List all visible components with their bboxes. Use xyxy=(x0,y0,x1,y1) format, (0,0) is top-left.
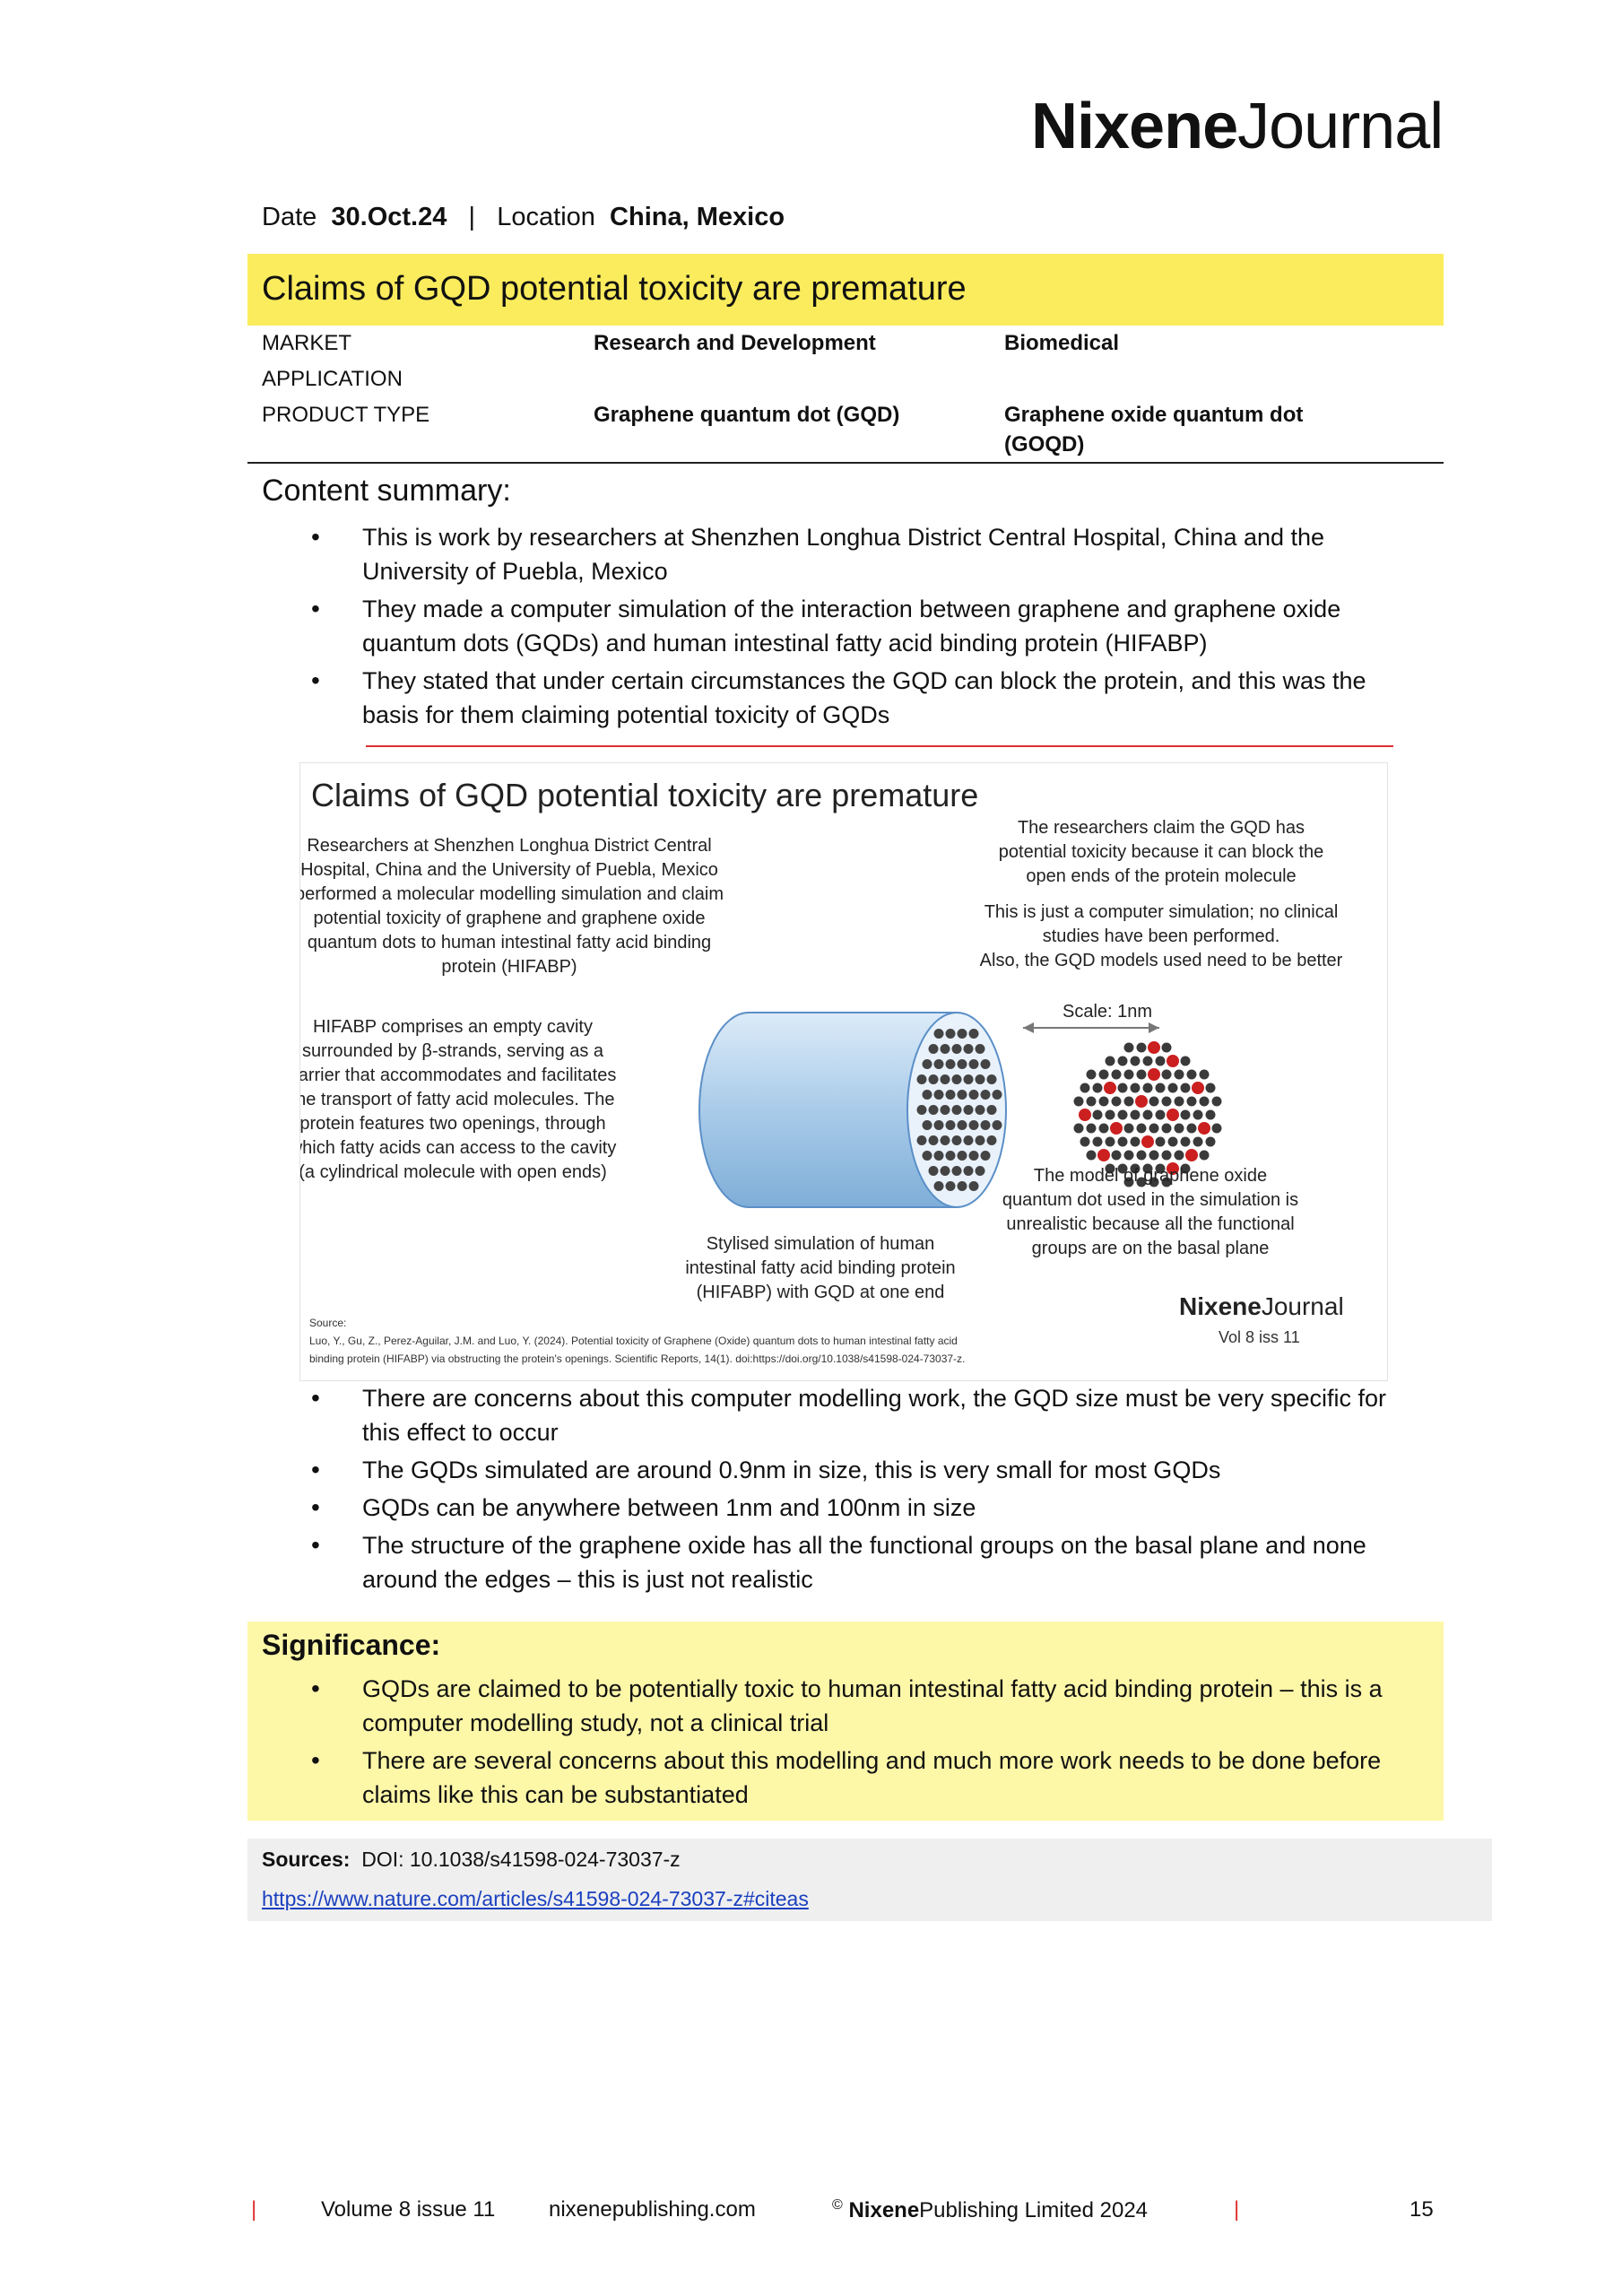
red-divider xyxy=(366,745,1393,747)
carbon-atom xyxy=(1093,1137,1103,1147)
hifabp-text-line: protein features two openings, through xyxy=(300,1114,606,1134)
oxygen-atom xyxy=(1079,1109,1091,1121)
gqd-atom xyxy=(934,1181,944,1191)
infographic-figure xyxy=(299,762,1388,1381)
date-location-line xyxy=(262,203,785,232)
summary-bullet-2: • They made a computer simulation of the interaction between graphene and graphene oxide quantum dots (GQDs) and human intestinal fatty acid binding protein (HIFABP) xyxy=(262,592,1427,660)
caption-text-line: intestinal fatty acid binding protein xyxy=(685,1258,956,1278)
scale-arrow-head-right xyxy=(1149,1022,1159,1033)
carbon-atom xyxy=(1200,1151,1210,1161)
left-text-line: Hospital, China and the University of Puebla, Mexico xyxy=(300,860,718,880)
carbon-atom xyxy=(1137,1070,1147,1080)
gqd-atom xyxy=(946,1029,956,1039)
scale-label: Scale: 1nm xyxy=(1063,1002,1153,1022)
gqd-atom xyxy=(941,1074,950,1084)
left-text-line: protein (HIFABP) xyxy=(441,957,577,977)
separator: | xyxy=(468,203,476,231)
product-type-value-2a: Graphene oxide quantum dot xyxy=(1004,403,1304,427)
gqd-atom xyxy=(964,1166,974,1176)
carbon-atom xyxy=(1143,1110,1153,1120)
carbon-atom xyxy=(1162,1151,1172,1161)
gqd-atom xyxy=(952,1074,962,1084)
carbon-atom xyxy=(1118,1057,1128,1066)
carbon-atom xyxy=(1181,1110,1191,1120)
carbon-atom xyxy=(1193,1137,1203,1147)
gqd-atom xyxy=(964,1105,974,1115)
gqd-atom xyxy=(923,1090,932,1100)
figure-model-text xyxy=(1002,1166,1298,1258)
carbon-atom xyxy=(1149,1097,1159,1107)
hifabp-text-line: which fatty acids can access to the cavity xyxy=(300,1138,617,1158)
copyright-symbol: © xyxy=(832,2197,843,2213)
gqd-atom xyxy=(952,1105,962,1115)
carbon-atom xyxy=(1074,1124,1084,1134)
hifabp-text-line: HIFABP comprises an empty cavity xyxy=(313,1017,593,1037)
carbon-atom xyxy=(1156,1137,1166,1147)
gqd-atom xyxy=(969,1151,979,1161)
carbon-atom xyxy=(1080,1083,1090,1093)
gqd-atom xyxy=(929,1135,939,1145)
gqd-atom xyxy=(958,1059,967,1069)
caption-text-line: (HIFABP) with GQD at one end xyxy=(696,1283,945,1302)
gqd-atom xyxy=(981,1120,991,1130)
model-text-line: quantum dot used in the simulation is xyxy=(1002,1190,1299,1210)
page-number: 15 xyxy=(1409,2197,1434,2222)
carbon-atom xyxy=(1131,1110,1141,1120)
oxygen-atom xyxy=(1104,1082,1116,1094)
gqd-atom xyxy=(952,1166,962,1176)
carbon-atom xyxy=(1206,1083,1216,1093)
significance-heading: Significance: xyxy=(262,1629,441,1661)
product-type-value-1: Graphene quantum dot (GQD) xyxy=(594,403,900,427)
infographic-svg xyxy=(300,763,1387,1380)
figure-hifabp-text xyxy=(300,1017,616,1182)
carbon-atom xyxy=(1087,1070,1097,1080)
carbon-atom xyxy=(1206,1137,1216,1147)
gqd-atom xyxy=(976,1044,985,1054)
carbon-atom xyxy=(1106,1110,1115,1120)
carbon-atom xyxy=(1118,1083,1128,1093)
article-title-bar xyxy=(247,254,1444,326)
carbon-atom xyxy=(1149,1151,1159,1161)
gqd-atom xyxy=(987,1135,997,1145)
carbon-atom xyxy=(1175,1124,1184,1134)
carbon-atom xyxy=(1074,1097,1084,1107)
carbon-atom xyxy=(1093,1110,1103,1120)
model-text-line: groups are on the basal plane xyxy=(1031,1239,1270,1258)
carbon-atom xyxy=(1124,1043,1134,1053)
carbon-atom xyxy=(1206,1110,1216,1120)
carbon-atom xyxy=(1212,1124,1222,1134)
carbon-atom xyxy=(1143,1083,1153,1093)
carbon-atom xyxy=(1156,1057,1166,1066)
scale-arrow-head-left xyxy=(1023,1022,1034,1033)
carbon-atom xyxy=(1118,1110,1128,1120)
article-title: Claims of GQD potential toxicity are premature xyxy=(262,270,967,308)
footer-publisher-bold: Nixene xyxy=(848,2198,920,2222)
carbon-atom xyxy=(1149,1124,1159,1134)
gqd-atom xyxy=(952,1044,962,1054)
carbon-atom xyxy=(1175,1070,1184,1080)
carbon-atom xyxy=(1112,1151,1122,1161)
gqd-atom xyxy=(917,1135,927,1145)
right-text2-line: studies have been performed. xyxy=(1042,926,1280,946)
summary-heading: Content summary: xyxy=(262,474,511,508)
carbon-atom xyxy=(1162,1070,1172,1080)
figure-title: Claims of GQD potential toxicity are premature xyxy=(311,777,979,813)
sources-box xyxy=(247,1839,1492,1921)
market-label: MARKET xyxy=(262,331,352,355)
carbon-atom xyxy=(1143,1057,1153,1066)
footer-bar-left: | xyxy=(251,2197,257,2222)
gqd-atom xyxy=(976,1105,985,1115)
gqd-atom xyxy=(969,1120,979,1130)
hifabp-text-line: carrier that accommodates and facilitates xyxy=(300,1065,617,1085)
summary-bullet-3: • They stated that under certain circumstances the GQD can block the protein, and this was the basis for them claiming potential toxicity of GQDs xyxy=(262,664,1427,732)
gqd-atom xyxy=(946,1090,956,1100)
carbon-atom xyxy=(1080,1137,1090,1147)
gqd-atom xyxy=(976,1135,985,1145)
gqd-atom xyxy=(929,1105,939,1115)
carbon-atom xyxy=(1193,1110,1203,1120)
gqd-atom xyxy=(946,1151,956,1161)
significance-bullet-2: • There are several concerns about this modelling and much more work needs to be done before claims like this can be substantiated xyxy=(262,1744,1427,1812)
gqd-atom xyxy=(993,1090,1002,1100)
carbon-atom xyxy=(1137,1151,1147,1161)
carbon-atom xyxy=(1112,1097,1122,1107)
carbon-atom xyxy=(1162,1043,1172,1053)
date-label: Date xyxy=(262,203,317,231)
caption-text-line: Stylised simulation of human xyxy=(706,1234,935,1254)
model-text-line: unrealistic because all the functional xyxy=(1006,1214,1295,1234)
oxygen-atom xyxy=(1135,1095,1148,1108)
oxygen-atom xyxy=(1148,1041,1160,1054)
hifabp-text-line: (a cylindrical molecule with open ends) xyxy=(300,1162,607,1182)
gqd-atom xyxy=(923,1151,932,1161)
gqd-atom xyxy=(993,1120,1002,1130)
figure-logo-regular: Journal xyxy=(1261,1292,1344,1320)
gqd-atom xyxy=(941,1166,950,1176)
gqd-atom xyxy=(958,1120,967,1130)
significance-box xyxy=(247,1622,1444,1821)
gqd-atom xyxy=(981,1090,991,1100)
gqd-atom xyxy=(976,1166,985,1176)
figure-source xyxy=(309,1317,965,1365)
carbon-atom xyxy=(1131,1057,1141,1066)
product-type-label: PRODUCT TYPE xyxy=(262,403,430,427)
concern-bullet-1: • There are concerns about this computer modelling work, the GQD size must be very specific for this effect to occur xyxy=(262,1381,1427,1449)
gqd-atom xyxy=(934,1120,944,1130)
application-label: APPLICATION xyxy=(262,367,403,391)
carbon-atom xyxy=(1200,1070,1210,1080)
carbon-atom xyxy=(1106,1137,1115,1147)
carbon-atom xyxy=(1162,1097,1172,1107)
carbon-atom xyxy=(1118,1137,1128,1147)
left-text-line: Researchers at Shenzhen Longhua District Central xyxy=(307,836,712,856)
carbon-atom xyxy=(1099,1124,1109,1134)
location-value: China, Mexico xyxy=(610,203,785,231)
significance-list xyxy=(262,1672,1427,1815)
gqd-atom xyxy=(929,1074,939,1084)
gqd-atom xyxy=(934,1029,944,1039)
gqd-atom xyxy=(964,1074,974,1084)
gqd-atom xyxy=(941,1135,950,1145)
carbon-atom xyxy=(1124,1151,1134,1161)
oxygen-atom xyxy=(1198,1122,1210,1135)
carbon-atom xyxy=(1131,1137,1141,1147)
gqd-atom xyxy=(987,1105,997,1115)
carbon-atom xyxy=(1156,1110,1166,1120)
figure-source-line1: Luo, Y., Gu, Z., Perez-Aguilar, J.M. and Luo, Y. (2024). Potential toxicity of Graphene (Oxide) quantum dots to human intestinal fatty acid xyxy=(309,1335,958,1347)
carbon-atom xyxy=(1187,1124,1197,1134)
carbon-atom xyxy=(1168,1137,1178,1147)
carbon-atom xyxy=(1187,1097,1197,1107)
right-text-line: open ends of the protein molecule xyxy=(1026,866,1297,886)
gqd-atom xyxy=(958,1151,967,1161)
gqd-atom xyxy=(981,1059,991,1069)
carbon-atom xyxy=(1181,1137,1191,1147)
gqd-atom xyxy=(923,1059,932,1069)
right-text-line: potential toxicity because it can block the xyxy=(998,842,1324,862)
carbon-atom xyxy=(1200,1097,1210,1107)
figure-source-label: Source: xyxy=(309,1317,347,1329)
carbon-atom xyxy=(1168,1083,1178,1093)
gqd-atom xyxy=(964,1135,974,1145)
gqd-atom xyxy=(981,1151,991,1161)
gqd-atom xyxy=(952,1135,962,1145)
figure-left-text xyxy=(300,836,724,977)
oxygen-atom xyxy=(1192,1082,1204,1094)
gqd-atom xyxy=(964,1044,974,1054)
concerns-list xyxy=(262,1381,1427,1600)
footer-publisher-rest: Publishing Limited 2024 xyxy=(919,2198,1149,2222)
gqd-atom xyxy=(969,1059,979,1069)
gqd-atom xyxy=(917,1074,927,1084)
footer-site: nixenepublishing.com xyxy=(549,2197,756,2222)
gqd-atom xyxy=(934,1090,944,1100)
carbon-atom xyxy=(1162,1124,1172,1134)
carbon-atom xyxy=(1087,1097,1097,1107)
carbon-atom xyxy=(1175,1097,1184,1107)
journal-logo xyxy=(1031,91,1444,162)
oxygen-atom xyxy=(1185,1149,1198,1161)
gqd-atom xyxy=(969,1090,979,1100)
carbon-atom xyxy=(1112,1070,1122,1080)
gqd-atom xyxy=(929,1166,939,1176)
hifabp-text-line: the transport of fatty acid molecules. The xyxy=(300,1090,615,1109)
figure-issue: Vol 8 iss 11 xyxy=(1219,1328,1300,1346)
figure-source-line2: binding protein (HIFABP) via obstructing the protein's openings. Scientific Reports, 14(1). doi:https://doi.org/10.1038/s41598-024-73037-z. xyxy=(309,1352,966,1365)
left-text-line: potential toxicity of graphene and graphene oxide xyxy=(313,909,706,928)
gqd-atom xyxy=(958,1181,967,1191)
market-value-2: Biomedical xyxy=(1004,331,1120,355)
carbon-atom xyxy=(1124,1070,1134,1080)
gqd-atom xyxy=(946,1181,956,1191)
gqd-atom xyxy=(934,1151,944,1161)
footer-copyright xyxy=(832,2197,1148,2223)
gqd-atom xyxy=(929,1044,939,1054)
left-text-line: performed a molecular modelling simulation and claim xyxy=(300,884,724,904)
carbon-atom xyxy=(1087,1151,1097,1161)
sources-line xyxy=(262,1848,681,1872)
model-text-line: The model of graphene oxide xyxy=(1033,1166,1268,1186)
summary-list xyxy=(262,520,1427,735)
logo-regular: Journal xyxy=(1237,91,1444,162)
gqd-atom xyxy=(941,1044,950,1054)
gqd-atom xyxy=(976,1074,985,1084)
sources-doi: DOI: 10.1038/s41598-024-73037-z xyxy=(361,1848,681,1871)
figure-logo xyxy=(1179,1292,1344,1320)
carbon-atom xyxy=(1106,1057,1115,1066)
carbon-atom xyxy=(1099,1097,1109,1107)
carbon-atom xyxy=(1099,1070,1109,1080)
right-text-line: The researchers claim the GQD has xyxy=(1017,818,1305,838)
concern-bullet-3: • GQDs can be anywhere between 1nm and 100nm in size xyxy=(262,1491,1427,1525)
oxygen-atom xyxy=(1097,1149,1110,1161)
hifabp-text-line: surrounded by β-strands, serving as a xyxy=(301,1041,604,1061)
gqd-atom xyxy=(969,1029,979,1039)
gqd-atom xyxy=(941,1105,950,1115)
sources-link[interactable]: https://www.nature.com/articles/s41598-024-73037-z#citeas xyxy=(262,1887,809,1910)
figure-right-text xyxy=(980,818,1343,970)
sources-label: Sources: xyxy=(262,1848,351,1871)
right-text2-line: This is just a computer simulation; no clinical xyxy=(984,902,1339,922)
carbon-atom xyxy=(1156,1083,1166,1093)
carbon-atom xyxy=(1131,1083,1141,1093)
gqd-atom xyxy=(958,1090,967,1100)
concern-bullet-4: • The structure of the graphene oxide has all the functional groups on the basal plane and none around the edges – this is just not realistic xyxy=(262,1528,1427,1596)
gqd-atom xyxy=(969,1181,979,1191)
table-divider xyxy=(247,462,1444,464)
right-text2-line: Also, the GQD models used need to be better xyxy=(979,951,1343,970)
oxygen-atom xyxy=(1141,1135,1154,1148)
logo-bold: Nixene xyxy=(1031,91,1238,162)
date-value: 30.Oct.24 xyxy=(331,203,447,231)
carbon-atom xyxy=(1187,1070,1197,1080)
oxygen-atom xyxy=(1110,1122,1123,1135)
carbon-atom xyxy=(1124,1124,1134,1134)
figure-logo-bold: Nixene xyxy=(1179,1292,1262,1320)
carbon-atom xyxy=(1181,1083,1191,1093)
left-text-line: quantum dots to human intestinal fatty acid binding xyxy=(307,933,712,952)
concern-bullet-2: • The GQDs simulated are around 0.9nm in size, this is very small for most GQDs xyxy=(262,1453,1427,1487)
oxygen-atom xyxy=(1167,1055,1179,1067)
market-value-1: Research and Development xyxy=(594,331,876,355)
gqd-atom xyxy=(946,1120,956,1130)
gqd-atom xyxy=(987,1074,997,1084)
carbon-atom xyxy=(1137,1124,1147,1134)
gqd-atom xyxy=(917,1105,927,1115)
gqd-atom xyxy=(923,1120,932,1130)
carbon-atom xyxy=(1181,1057,1191,1066)
product-type-value-2b: (GOQD) xyxy=(1004,432,1085,457)
gqd-atom xyxy=(934,1059,944,1069)
footer-volume: Volume 8 issue 11 xyxy=(321,2197,496,2222)
carbon-atom xyxy=(1212,1097,1222,1107)
carbon-atom xyxy=(1093,1083,1103,1093)
carbon-atom xyxy=(1137,1043,1147,1053)
oxygen-atom xyxy=(1167,1109,1179,1121)
figure-caption-text xyxy=(685,1234,955,1302)
carbon-atom xyxy=(1175,1151,1184,1161)
oxygen-atom xyxy=(1148,1068,1160,1081)
location-label: Location xyxy=(497,203,595,231)
carbon-atom xyxy=(1124,1097,1134,1107)
significance-bullet-1: • GQDs are claimed to be potentially toxic to human intestinal fatty acid binding protein – this is a computer modelling study, not a clinical trial xyxy=(262,1672,1427,1740)
gqd-atom xyxy=(958,1029,967,1039)
carbon-atom xyxy=(1087,1124,1097,1134)
summary-bullet-1: • This is work by researchers at Shenzhen Longhua District Central Hospital, China and the University of Puebla, Mexico xyxy=(262,520,1427,588)
footer-bar-right: | xyxy=(1234,2197,1240,2222)
gqd-atom xyxy=(946,1059,956,1069)
